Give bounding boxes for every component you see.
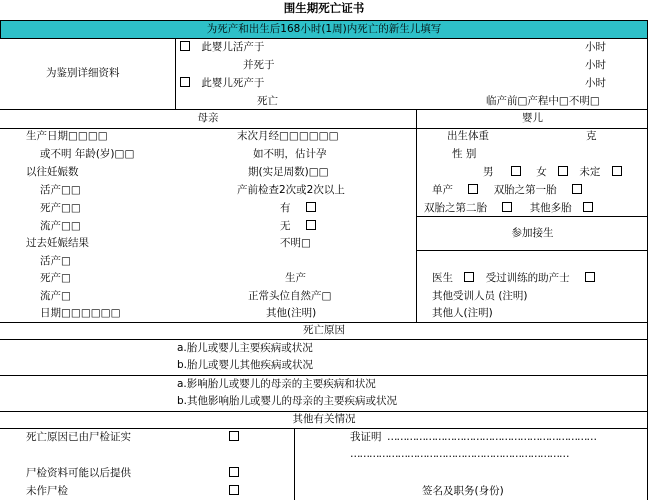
no-label: 无 — [280, 220, 291, 232]
plurality-row-2 — [424, 201, 593, 216]
divider-h1 — [0, 109, 648, 110]
checkbox[interactable] — [229, 431, 239, 441]
ident-hours-2: 小时 — [585, 59, 606, 71]
divider-bottom — [294, 429, 295, 500]
antenatal-checks: 产前检查2次或2次以上 — [237, 184, 345, 196]
checkbox[interactable] — [229, 467, 239, 477]
twin-first-label: 双胎之第一胎 — [493, 184, 557, 196]
certify-dots-2: …………………………………………………………… — [350, 448, 569, 460]
other-header: 其他有关情况 — [292, 413, 356, 425]
ident-row-3 — [180, 76, 264, 91]
divider-h5 — [0, 375, 648, 376]
gestation-weeks: 期(实足周数)□□ — [248, 166, 329, 178]
ident-death: 死亡 — [257, 95, 278, 107]
antenatal-yes — [280, 201, 316, 216]
ident-live-born: 此婴儿活产于 — [201, 41, 265, 53]
grams: 克 — [586, 130, 597, 142]
checkbox[interactable] — [306, 202, 316, 212]
autopsy-later-check — [229, 466, 239, 481]
yes-label: 有 — [280, 202, 291, 214]
cause-b: b.胎儿或婴儿其他疾病或状况 — [177, 359, 314, 371]
antenatal-unknown: 不明□ — [280, 237, 311, 249]
abortions: 流产□□ — [40, 220, 81, 232]
doctor-label: 医生 — [432, 272, 453, 284]
checkbox[interactable] — [468, 184, 478, 194]
prev-pregnancies: 以往妊娠数 — [26, 166, 79, 178]
live-births: 活产□□ — [40, 184, 81, 196]
ident-stillborn: 此婴儿死产于 — [201, 77, 265, 89]
no-autopsy: 未作尸检 — [26, 485, 68, 497]
other-delivery: 其他(注明) — [266, 307, 317, 319]
autopsy-confirmed-check — [229, 430, 239, 445]
certify-label: 我证明 — [350, 431, 382, 443]
undetermined-label: 未定 — [579, 166, 601, 178]
checkbox[interactable] — [585, 272, 595, 282]
unknown-age: 或不明 年龄(岁)□□ — [40, 148, 135, 160]
checkbox[interactable] — [229, 485, 239, 495]
mother-header: 母亲 — [197, 112, 219, 124]
checkbox[interactable] — [502, 202, 512, 212]
attendant-row — [432, 271, 595, 286]
antenatal-no — [280, 219, 316, 234]
last-menstruation: 末次月经□□□□□□ — [237, 130, 339, 142]
checkbox[interactable] — [464, 272, 474, 282]
other-multiple-label: 其他多胎 — [529, 202, 572, 214]
plurality-row-1 — [432, 183, 582, 198]
ident-hours-1: 小时 — [585, 41, 606, 53]
divider-ident — [175, 38, 176, 109]
divider-h7 — [0, 428, 648, 429]
ident-row-1 — [180, 40, 264, 55]
divider-h4 — [0, 339, 648, 340]
date-2: 日期□□□□□□ — [40, 307, 121, 319]
cause-d: b.其他影响胎儿或婴儿的母亲的主要疾病或状况 — [177, 395, 398, 407]
divider-attend-sub — [417, 250, 648, 251]
sex-options — [483, 165, 622, 180]
subtitle-bar: 为死产和出生后168小时(1周)内死亡的新生儿填写 — [0, 20, 648, 39]
checkbox[interactable] — [180, 77, 190, 87]
abortions-2: 流产□ — [40, 290, 71, 302]
infant-header: 婴儿 — [522, 112, 543, 124]
stillbirths-2: 死产□ — [40, 272, 71, 284]
autopsy-later: 尸检资料可能以后提供 — [26, 467, 131, 479]
checkbox[interactable] — [180, 41, 190, 51]
no-autopsy-check — [229, 484, 239, 499]
checkbox[interactable] — [572, 184, 582, 194]
twin-second-label: 双胎之第二胎 — [424, 202, 487, 214]
single-label: 单产 — [432, 184, 453, 196]
other-person: 其他人(注明) — [432, 307, 493, 319]
autopsy-confirmed: 死亡原因已由尸检证实 — [26, 431, 131, 443]
ident-label: 为鉴别详细资料 — [46, 67, 120, 79]
attendant-header: 参加接生 — [511, 227, 554, 239]
signature-title: 签名及职务(身份) — [422, 485, 504, 497]
cause-a: a.胎儿或婴儿主要疾病或状况 — [177, 342, 313, 354]
checkbox[interactable] — [583, 202, 593, 212]
cause-c: a.影响胎儿或婴儿的母亲的主要疾病和状况 — [177, 378, 376, 390]
birth-date: 生产日期□□□□ — [26, 130, 108, 142]
live-births-2: 活产□ — [40, 255, 71, 267]
male-label: 男 — [483, 166, 494, 178]
checkbox[interactable] — [612, 166, 622, 176]
trained-midwife-label: 受过训练的助产士 — [485, 272, 570, 284]
certify-dots-1: ………………………………………………………… — [387, 431, 596, 443]
divider-infant-attend — [417, 216, 648, 217]
delivery-label: 生产 — [285, 272, 306, 284]
birth-weight: 出生体重 — [447, 130, 489, 142]
checkbox[interactable] — [306, 220, 316, 230]
checkbox[interactable] — [558, 166, 568, 176]
ident-timing: 临产前□产程中□不明□ — [486, 95, 600, 107]
past-outcome: 过去妊娠结果 — [26, 237, 89, 249]
sex-label: 性 别 — [452, 148, 477, 160]
female-label: 女 — [536, 166, 547, 178]
checkbox[interactable] — [511, 166, 521, 176]
causes-header: 死亡原因 — [303, 324, 345, 336]
other-trained: 其他受训人员 (注明) — [432, 290, 528, 302]
page-title: 围生期死亡证书 — [283, 1, 365, 15]
ident-hours-3: 小时 — [585, 77, 606, 89]
normal-vertex: 正常头位自然产□ — [248, 290, 332, 302]
if-unknown-estimate: 如不明，估计孕 — [253, 148, 327, 160]
ident-died: 并死于 — [243, 59, 275, 71]
stillbirths: 死产□□ — [40, 202, 81, 214]
